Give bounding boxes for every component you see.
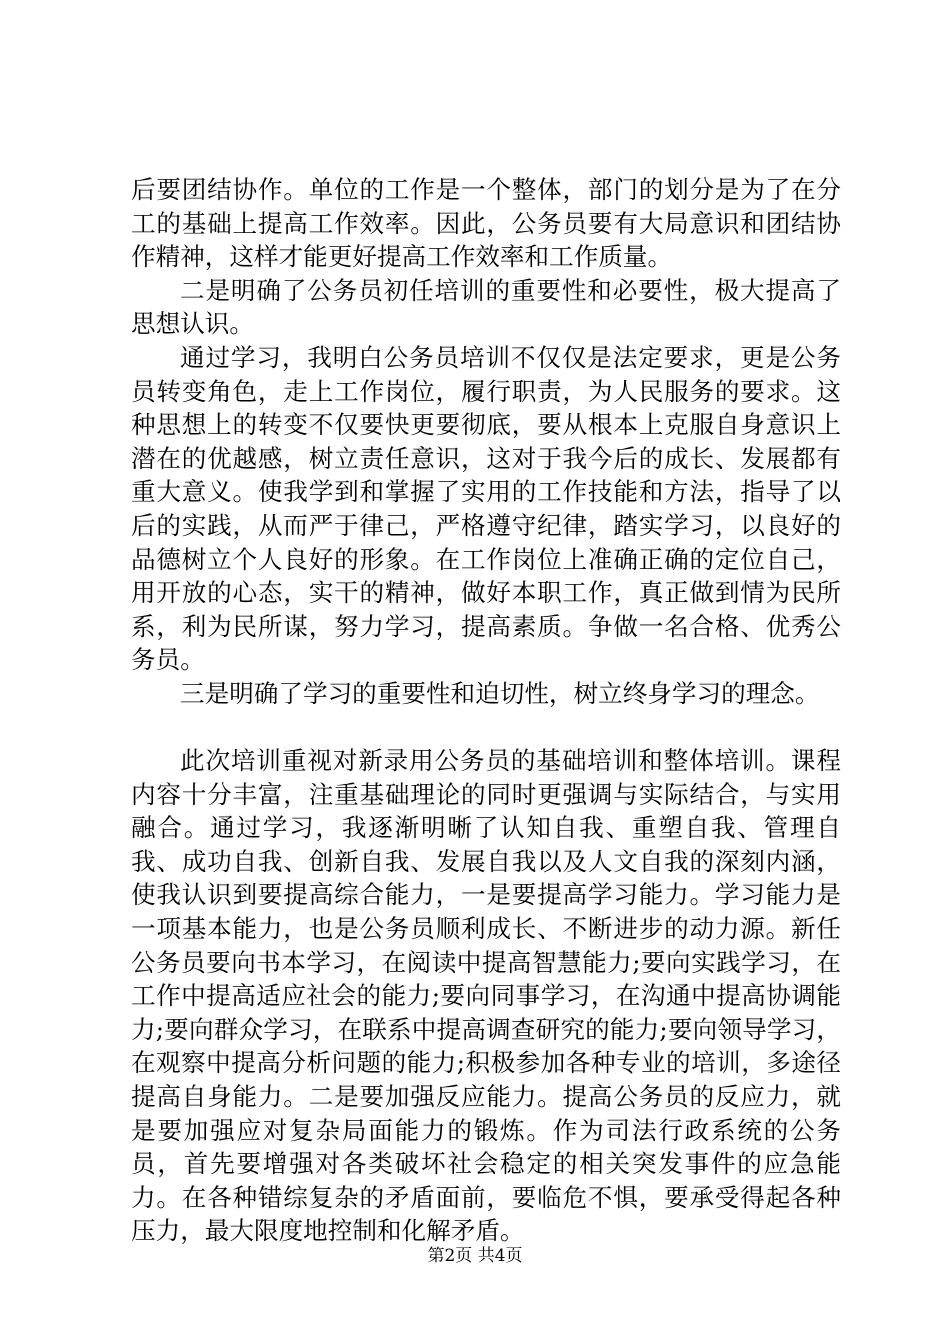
paragraph-point-three: 三是明确了学习的重要性和迫切性，树立终身学习的理念。 (180, 678, 820, 708)
page-number-footer: 第2页 共4页 (427, 1246, 523, 1266)
document-body (131, 173, 841, 1248)
paragraph-study-reflection: 通过学习，我明白公务员培训不仅仅是法定要求，更是公务员转变角色，走上工作岗位，履行职责，为人民服务的要求。这种思想上的转变不仅要快更要彻底，要从根本上克服自身意识上潜在的优越感，树立责任意识，这对于我今后的成长、发展都有重大意义。使我学到和掌握了实用的工作技能和方法，指导了以后的实践，从而严于律己，严格遵守纪律，踏实学习，以良好的品德树立个人良好的形象。在工作岗位上准确正确的定位自己，用开放的心态，实干的精神，做好本职工作，真正做到情为民所系，利为民所谋，努力学习，提高素质。争做一名合格、优秀公务员。 (131, 342, 841, 675)
paragraph-point-two: 二是明确了公务员初任培训的重要性和必要性，极大提高了思想认识。 (131, 275, 841, 339)
paragraph-continuation: 后要团结协作。单位的工作是一个整体，部门的划分是为了在分工的基础上提高工作效率。因此，公务员要有大局意识和团结协作精神，这样才能更好提高工作效率和工作质量。 (131, 175, 841, 272)
paragraph-training-content: 此次培训重视对新录用公务员的基础培训和整体培训。课程内容十分丰富，注重基础理论的同时更强调与实际结合，与实用融合。通过学习，我逐渐明晰了认知自我、重塑自我、管理自我、成功自我、创新自我、发展自我以及人文自我的深刻内涵，使我认识到要提高综合能力，一是要提高学习能力。学习能力是一项基本能力，也是公务员顺利成长、不断进步的动力源。新任公务员要向书本学习，在阅读中提高智慧能力;要向实践学习，在工作中提高适应社会的能力;要向同事学习，在沟通中提高协调能力;要向群众学习，在联系中提高调查研究的能力;要向领导学习，在观察中提高分析问题的能力;积极参加各种专业的培训，多途径提高自身能力。二是要加强反应能力。提高公务员的反应力，就是要加强应对复杂局面能力的锻炼。作为司法行政系统的公务员，首先要增强对各类破坏社会稳定的相关突发事件的应急能力。在各种错综复杂的矛盾面前，要临危不惧，要承受得起各种压力，最大限度地控制和化解矛盾。 (131, 746, 841, 1246)
paragraph-spacer (131, 711, 841, 745)
